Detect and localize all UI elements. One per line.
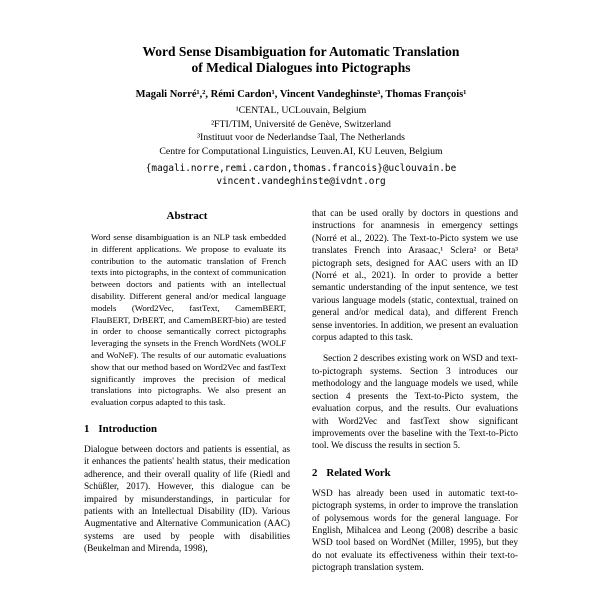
abstract-text: Word sense disambiguation is an NLP task embedded in different applications. We propose to evaluate its contribution to the automatic translation of French texts into pictographs, in the context of communication between doctors and patients with an intellectual disability. Different general and/or medical language models (Word2Vec, fastText, CamemBERT, FlauBERT, DrBERT, and CamemBERT-bio) are tested in order to choose semantically correct pictographs leveraging the synsets in the French WordNets (WOLF and WoNeF). The results of our automatic evaluations show that our method based on Word2Vec and fastText significantly improves the precision of medical translations into pictographs. We also present an evaluation corpus adapted to this task.: [91, 232, 286, 408]
section-title: Introduction: [98, 422, 158, 435]
email-line: {magali.norre,remi.cardon,thomas.francois}@uclouvain.be: [145, 163, 457, 174]
abstract-heading: Abstract: [166, 210, 208, 222]
paper-overview-paragraph: Section 2 describes existing work on WSD and text-to-pictograph systems. Section 3 introduces our methodology and the language models we used, while section 4 presents the Text-to-Picto system, the evaluation corpus, and the results. Our evaluations with Word2Vec and fastText show significant improvements over the baseline with the Text-to-Picto tool. We discuss the results in section 5.: [312, 354, 518, 452]
section-title: Related Work: [326, 466, 391, 479]
affiliation-line: Centre for Computational Linguistics, Leuven.AI, KU Leuven, Belgium: [159, 145, 443, 157]
left-column: [84, 208, 290, 575]
two-column-body: [84, 208, 518, 575]
section-number: 1: [84, 422, 90, 435]
paper-title-line2: of Medical Dialogues into Pictographs: [191, 60, 411, 75]
section-number: 2: [312, 466, 318, 479]
paper-content: [84, 44, 518, 575]
intro-continuation-paragraph: that can be used orally by doctors in questions and instructions for anamnesis in emergency settings (Norré et al., 2022). The Text-to-Picto system we use translates French into Arasaac,¹ Sclera² or Beta³ pictograph sets, designed for AAC users with an ID (Norré et al., 2021). In order to provide a better semantic understanding of the input sentence, we test various language models (static, contextual, trained on general and/or medical data), and different French sense inventories. In addition, we present an evaluation corpus adapted to this task.: [312, 209, 518, 344]
introduction-paragraph: Dialogue between doctors and patients is essential, as it enhances the patients' health status, their medication adherence, and their overall quality of life (Riedl and Schüßler, 2017). However, this dialogue can be impaired by misunderstandings, in particular for patients with an Intellectual Disability (ID). Various Augmentative and Alternative Communication (AAC) systems are used by people with disabilities (Beukelman and Mirenda, 1998),: [84, 444, 290, 555]
related-work-paragraph: WSD has already been used in automatic text-to-pictograph systems, in order to improve the translation of polysemous words for the general language. For English, Mihalcea and Leong (2008) describe a basic WSD tool based on WordNet (Miller, 1995), but they do not evaluate its effectiveness within their text-to-pictograph translation system.: [312, 488, 518, 574]
affiliation-line: ¹CENTAL, UCLouvain, Belgium: [235, 105, 367, 116]
section-heading-introduction: [84, 423, 290, 435]
author-emails: [84, 162, 518, 188]
email-line: vincent.vandeghinste@ivdnt.org: [216, 176, 386, 187]
section-heading-related-work: [312, 467, 518, 479]
affiliation-line: ³Instituut voor de Nederlandse Taal, The Netherlands: [197, 132, 405, 143]
author-line: Magali Norré¹,², Rémi Cardon¹, Vincent Vandeghinste³, Thomas François¹: [135, 89, 467, 100]
affiliations-block: [84, 104, 518, 158]
affiliation-line: ²FTI/TIM, Université de Genève, Switzerland: [211, 118, 391, 130]
paper-title: [84, 44, 518, 76]
paper-title-line1: Word Sense Disambiguation for Automatic Translation: [142, 44, 460, 59]
right-column: [312, 208, 518, 575]
